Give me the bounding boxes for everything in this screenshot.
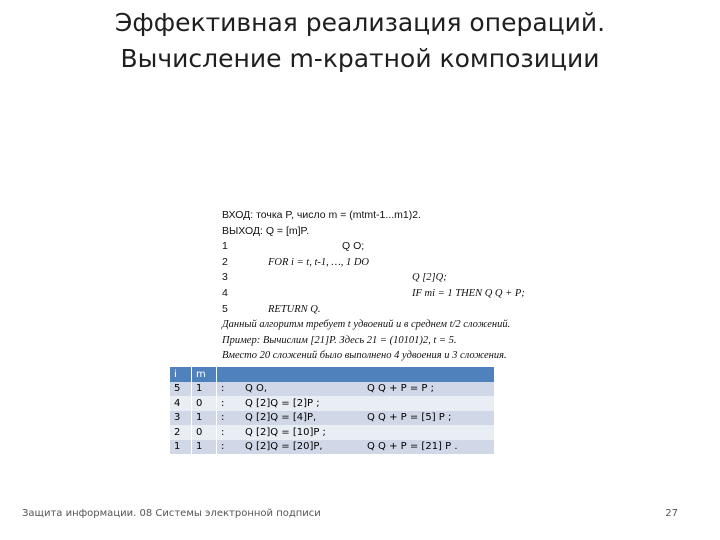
line-text: IF mi = 1 THEN Q Q + P; — [412, 287, 525, 299]
cell-double: Q [2]Q = [20]P, — [241, 440, 363, 455]
table-row — [170, 425, 494, 440]
cell-i: 5 — [170, 382, 192, 397]
header-m: m — [192, 367, 217, 382]
line-text: RETURN Q. — [268, 303, 321, 315]
table-row — [170, 440, 494, 455]
line-number: 4 — [222, 286, 228, 299]
header-double — [241, 367, 363, 382]
table-row — [170, 396, 494, 411]
line-number: 2 — [222, 255, 228, 268]
algorithm-line-1 — [222, 239, 567, 255]
cell-sep: : — [217, 382, 242, 397]
cell-add — [363, 396, 494, 411]
algorithm-line-5 — [222, 302, 567, 318]
cell-m: 0 — [192, 425, 217, 440]
cell-add — [363, 425, 494, 440]
algorithm-line-2 — [222, 255, 567, 271]
cell-i: 3 — [170, 411, 192, 426]
header-sep — [217, 367, 242, 382]
cell-i: 2 — [170, 425, 192, 440]
table-header — [170, 367, 494, 382]
algorithm-line-4 — [222, 286, 567, 302]
line-text: FOR i = t, t-1, …, 1 DO — [268, 256, 369, 268]
cell-double: Q [2]Q = [4]P, — [241, 411, 363, 426]
cell-sep: : — [217, 396, 242, 411]
slide-title — [0, 5, 720, 77]
cell-m: 1 — [192, 440, 217, 455]
slide-footer: Защита информации. 08 Системы электронной подписи — [22, 508, 321, 519]
cell-sep: : — [217, 425, 242, 440]
cell-m: 0 — [192, 396, 217, 411]
computation-table — [170, 367, 495, 454]
algorithm-block — [222, 208, 567, 364]
line-text: Q [2]Q; — [412, 272, 447, 284]
cell-double: Q [2]Q = [10]P ; — [241, 425, 363, 440]
line-number: 1 — [222, 240, 228, 253]
algorithm-output: ВЫХОД: Q = [m]P. — [222, 224, 310, 237]
cell-m: 1 — [192, 411, 217, 426]
cell-double: Q O, — [241, 382, 363, 397]
cell-add: Q Q + P = [5] P ; — [363, 411, 494, 426]
algorithm-example: Пример: Вычислим [21]P. Здесь 21 = (10101)2, t = 5. — [222, 334, 457, 346]
algorithm-line-3 — [222, 270, 567, 286]
cell-add: Q Q + P = [21] P . — [363, 440, 494, 455]
cell-m: 1 — [192, 382, 217, 397]
algorithm-input: ВХОД: точка P, число m = (mtmt-1...m1)2. — [222, 209, 421, 221]
line-number: 5 — [222, 302, 228, 315]
line-text: Q O; — [342, 240, 365, 253]
cell-sep: : — [217, 411, 242, 426]
cell-i: 4 — [170, 396, 192, 411]
header-add — [363, 367, 494, 382]
table-row — [170, 411, 494, 426]
cell-i: 1 — [170, 440, 192, 455]
cell-double: Q [2]Q = [2]P ; — [241, 396, 363, 411]
line-number: 3 — [222, 271, 228, 284]
title-line-2: Вычисление m-кратной композиции — [120, 44, 600, 73]
page-number: 27 — [665, 508, 678, 519]
algorithm-note-2: Вместо 20 сложений было выполнено 4 удвоения и 3 сложения. — [222, 350, 507, 362]
header-i: i — [170, 367, 192, 382]
algorithm-note-1: Данный алгоритм требует t удвоений и в среднем t/2 сложений. — [222, 319, 511, 331]
title-line-1: Эффективная реализация операций. — [114, 8, 606, 37]
cell-sep: : — [217, 440, 242, 455]
table-row — [170, 382, 494, 397]
cell-add: Q Q + P = P ; — [363, 382, 494, 397]
